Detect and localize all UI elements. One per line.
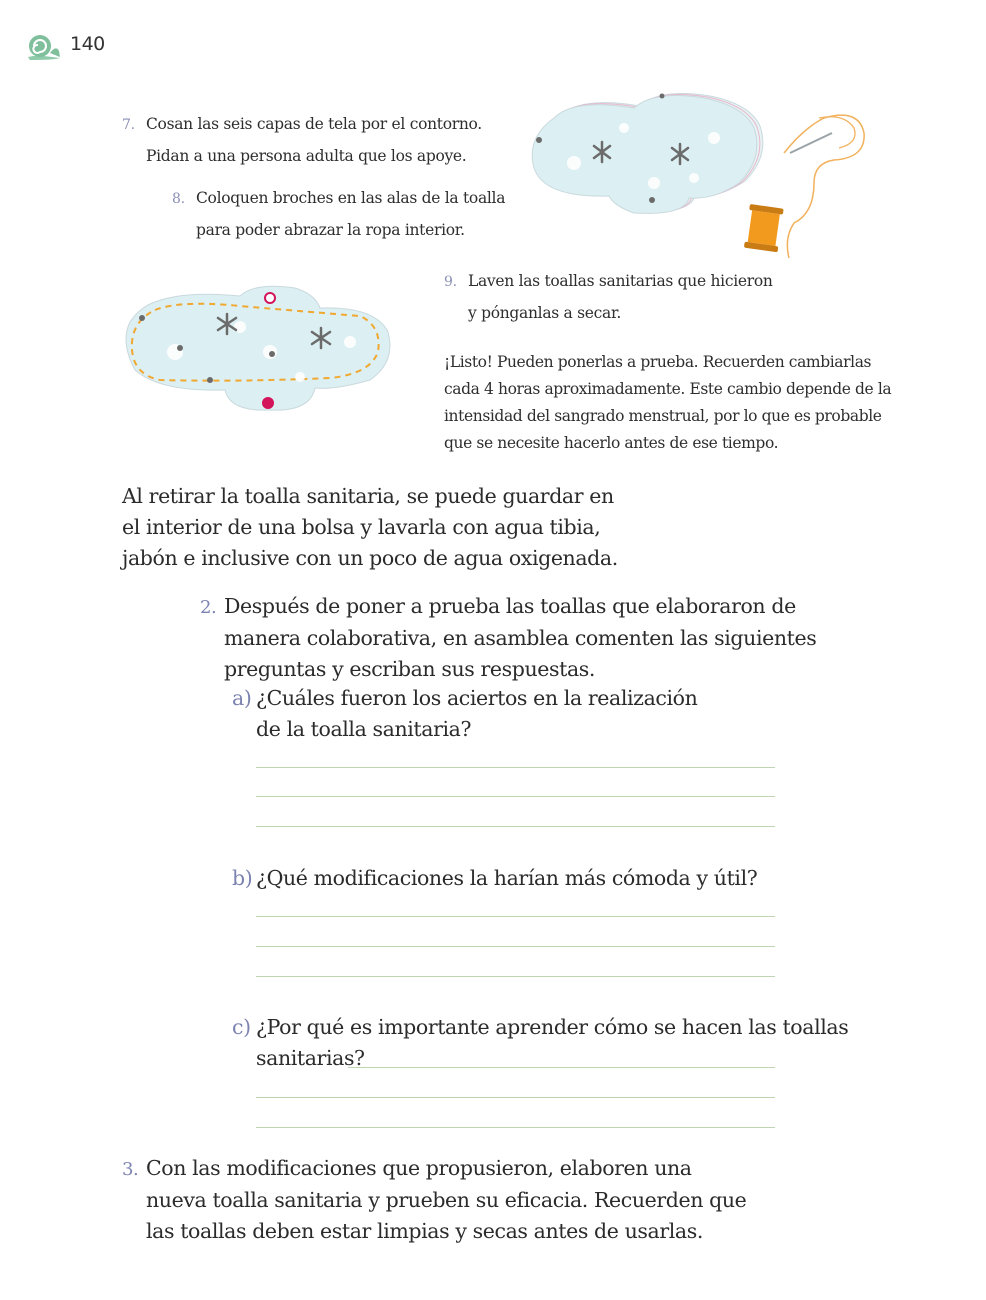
answer-line-a3[interactable] xyxy=(256,826,775,827)
step-text: Cosan las seis capas de tela por el contorno. xyxy=(146,115,482,133)
question-number: 3. xyxy=(122,1159,139,1180)
answer-line-b3[interactable] xyxy=(256,976,775,977)
stacked-pads-illustration xyxy=(514,88,874,267)
note-line: que se necesite hacerlo antes de ese tiempo. xyxy=(444,434,779,452)
paragraph-line: jabón e inclusive con un poco de agua oxigenada. xyxy=(122,546,618,570)
answer-line-c2[interactable] xyxy=(256,1097,775,1098)
question-3 xyxy=(122,1153,746,1247)
care-note xyxy=(444,349,891,457)
sub-question-letter: a) xyxy=(232,686,252,710)
step-text: Coloquen broches en las alas de la toalla xyxy=(196,189,506,207)
page-number: 140 xyxy=(70,33,105,55)
sub-question-c xyxy=(232,1012,848,1074)
sub-question-letter: b) xyxy=(232,866,253,890)
step-number: 7. xyxy=(122,117,135,133)
question-number: 2. xyxy=(200,597,217,618)
answer-line-b1[interactable] xyxy=(256,916,775,917)
sub-question-a xyxy=(232,683,697,745)
sub-question-text: ¿Qué modificaciones la harían más cómoda y útil? xyxy=(256,866,758,890)
sub-question-letter: c) xyxy=(232,1015,251,1039)
paragraph-line: el interior de una bolsa y lavarla con agua tibia, xyxy=(122,515,601,539)
note-line: cada 4 horas aproximadamente. Este cambio depende de la xyxy=(444,380,892,398)
sub-question-text: de la toalla sanitaria? xyxy=(256,717,472,741)
step-text: Laven las toallas sanitarias que hicieron xyxy=(468,272,773,290)
step-text: para poder abrazar la ropa interior. xyxy=(196,221,465,239)
sub-question-text: sanitarias? xyxy=(256,1046,365,1070)
stitched-pad-illustration xyxy=(120,282,400,421)
question-text: Con las modificaciones que propusieron, elaboren una xyxy=(146,1156,692,1180)
step-text: Pidan a una persona adulta que los apoye. xyxy=(146,147,467,165)
question-text: Después de poner a prueba las toallas que elaboraron de xyxy=(224,594,796,618)
question-text: preguntas y escriban sus respuestas. xyxy=(224,657,596,681)
question-text: manera colaborativa, en asamblea comenten las siguientes xyxy=(224,626,817,650)
answer-line-c1[interactable] xyxy=(348,1067,775,1068)
storage-paragraph xyxy=(122,481,618,574)
note-line: ¡Listo! Pueden ponerlas a prueba. Recuerden cambiarlas xyxy=(444,353,872,371)
answer-line-a2[interactable] xyxy=(256,796,775,797)
answer-line-c3[interactable] xyxy=(256,1127,775,1128)
answer-line-a1[interactable] xyxy=(256,767,775,768)
step-number: 9. xyxy=(444,274,457,290)
step-9 xyxy=(444,266,773,329)
step-number: 8. xyxy=(172,191,185,207)
question-text: nueva toalla sanitaria y prueben su eficacia. Recuerden que xyxy=(146,1188,747,1212)
snail-icon xyxy=(26,31,62,65)
step-8 xyxy=(172,183,505,246)
step-7 xyxy=(122,109,482,172)
paragraph-line: Al retirar la toalla sanitaria, se puede guardar en xyxy=(122,484,614,508)
sub-question-text: ¿Por qué es importante aprender cómo se hacen las toallas xyxy=(256,1015,849,1039)
sub-question-b xyxy=(232,863,757,894)
sub-question-text: ¿Cuáles fueron los aciertos en la realización xyxy=(256,686,698,710)
note-line: intensidad del sangrado menstrual, por lo que es probable xyxy=(444,407,882,425)
question-text: las toallas deben estar limpias y secas antes de usarlas. xyxy=(146,1219,703,1243)
step-text: y pónganlas a secar. xyxy=(468,304,621,322)
question-2 xyxy=(200,591,816,685)
answer-line-b2[interactable] xyxy=(256,946,775,947)
